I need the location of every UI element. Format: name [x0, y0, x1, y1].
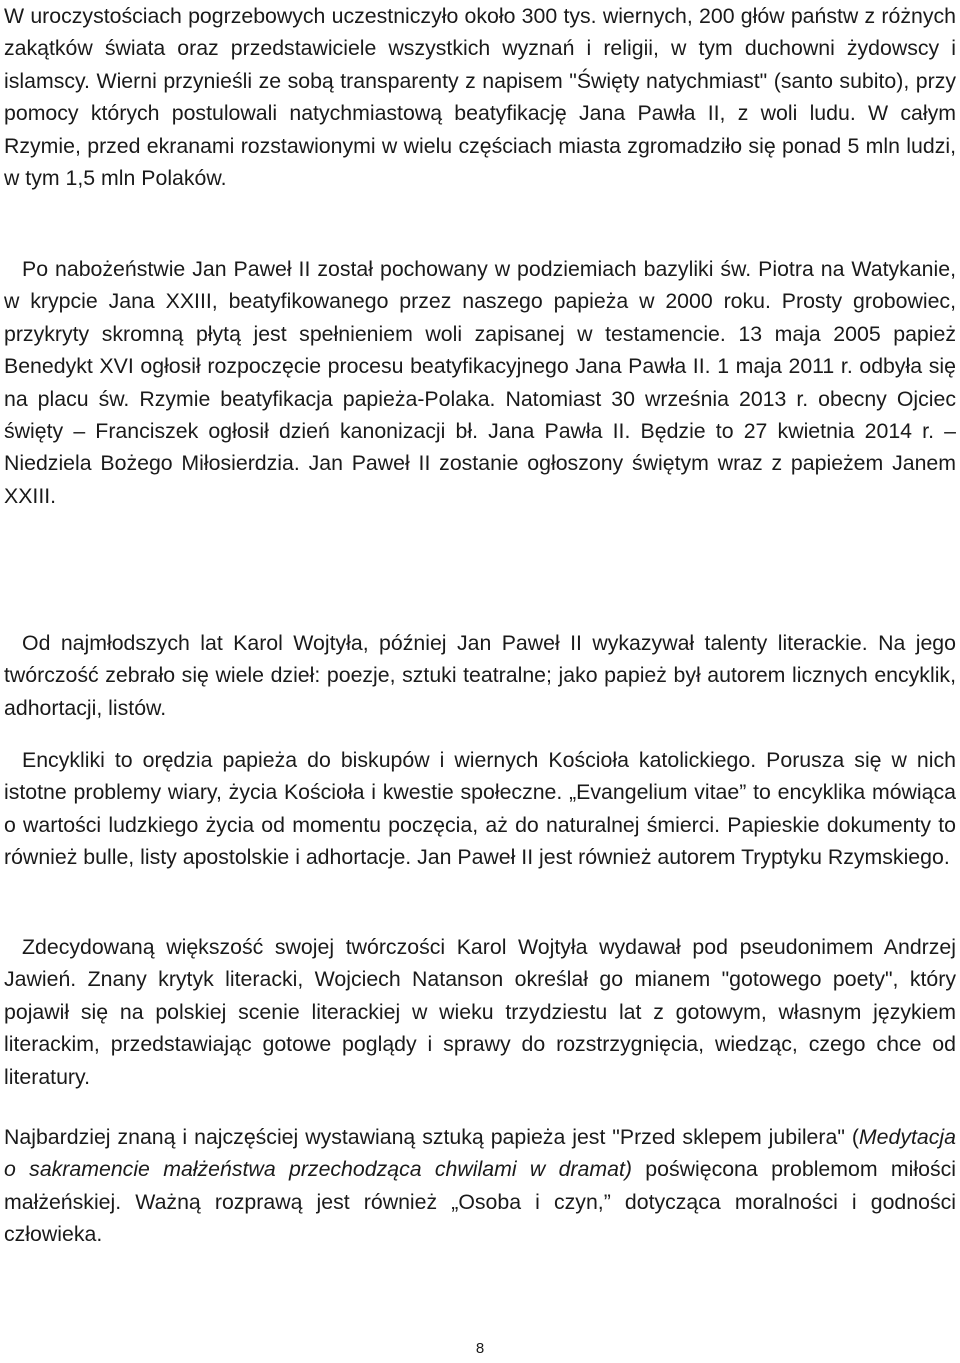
- page-number: 8: [475, 1340, 485, 1357]
- paragraph-literary-talents: Od najmłodszych lat Karol Wojtyła, później Jan Paweł II wykazywał talenty literackie. Na jego twórczość zebrało się wiele dzieł: poezje, sztuki teatralne; jako papież był autorem licznych encyklik, adhortacji, listów.: [4, 631, 956, 720]
- paragraph-jeweler-play: [4, 1121, 956, 1251]
- paragraph-jeweler-play-text-start: Najbardziej znaną i najczęściej wystawianą sztuką papieża jest "Przed sklepem jubilera" (: [4, 1125, 859, 1149]
- paragraph-jeweler-play-text-end: poświęcona problemom miłości małżeńskiej. Ważną rozprawą jest również „Osoba i czyn,” dotycząca moralności i godności człowieka.: [4, 1157, 956, 1247]
- paragraph-burial-beatification: Po nabożeństwie Jan Paweł II został pochowany w podziemiach bazyliki św. Piotra na Watykanie, w krypcie Jana XXIII, beatyfikowanego przez naszego papieża w 2000 roku. Prosty grobowiec, przykryty skromną płytą jest spełnieniem woli zapisanej w testamencie. 13 maja 2005 papież Benedykt XVI ogłosił rozpoczęcie procesu beatyfikacyjnego Jana Pawła II. 1 maja 2011 r. odbyła się na placu św. Rzymie beatyfikacja papieża-Polaka. Natomiast 30 września 2013 r. obecny Ojciec święty – Franciszek ogłosił dzień kanonizacji bł. Jana Pawła II. Będzie to 27 kwietnia 2014 r. – Niedziela Bożego Miłosierdzia. Jan Paweł II zostanie ogłoszony świętym wraz z papieżem Janem XXIII.: [4, 257, 956, 508]
- paragraph-encyclicals: Encykliki to orędzia papieża do biskupów i wiernych Kościoła katolickiego. Porusza się w nich istotne problemy wiary, życia Kościoła i kwestie społeczne. „Evangelium vitae” to encyklika mówiąca o wartości ludzkiego życia od momentu poczęcia, aż do naturalnej śmierci. Papieskie dokumenty to również bulle, listy apostolskie i adhortacje. Jan Paweł II jest również autorem Tryptyku Rzymskiego.: [4, 748, 956, 870]
- paragraph-funeral: W uroczystościach pogrzebowych uczestniczyło około 300 tys. wiernych, 200 głów państw z różnych zakątków świata oraz przedstawiciele wszystkich wyznań i religii, w tym duchowni żydowscy i islamscy. Wierni przynieśli ze sobą transparenty z napisem "Święty natychmiast" (santo subito), przy pomocy których postulowali natychmiastową beatyfikację Jana Pawła II, z woli ludu. W całym Rzymie, przed ekranami rozstawionymi w wielu częściach miasta zgromadziło się ponad 5 mln ludzi, w tym 1,5 mln Polaków.: [4, 4, 956, 191]
- paragraph-jeweler-play-italic-subtitle: Medytacja o sakramencie małżeństwa przechodząca chwilami w dramat): [4, 1125, 956, 1182]
- paragraph-pseudonym: Zdecydowaną większość swojej twórczości Karol Wojtyła wydawał pod pseudonimem Andrzej Jawień. Znany krytyk literacki, Wojciech Natanson określał go mianem "gotowego poety", który pojawił się na polskiej scenie literackiej w wieku trzydziestu lat z gotowym, własnym językiem literackim, przedstawiając gotowe poglądy i sprawy do rozstrzygnięcia, wiedząc, czego chce od literatury.: [4, 935, 956, 1089]
